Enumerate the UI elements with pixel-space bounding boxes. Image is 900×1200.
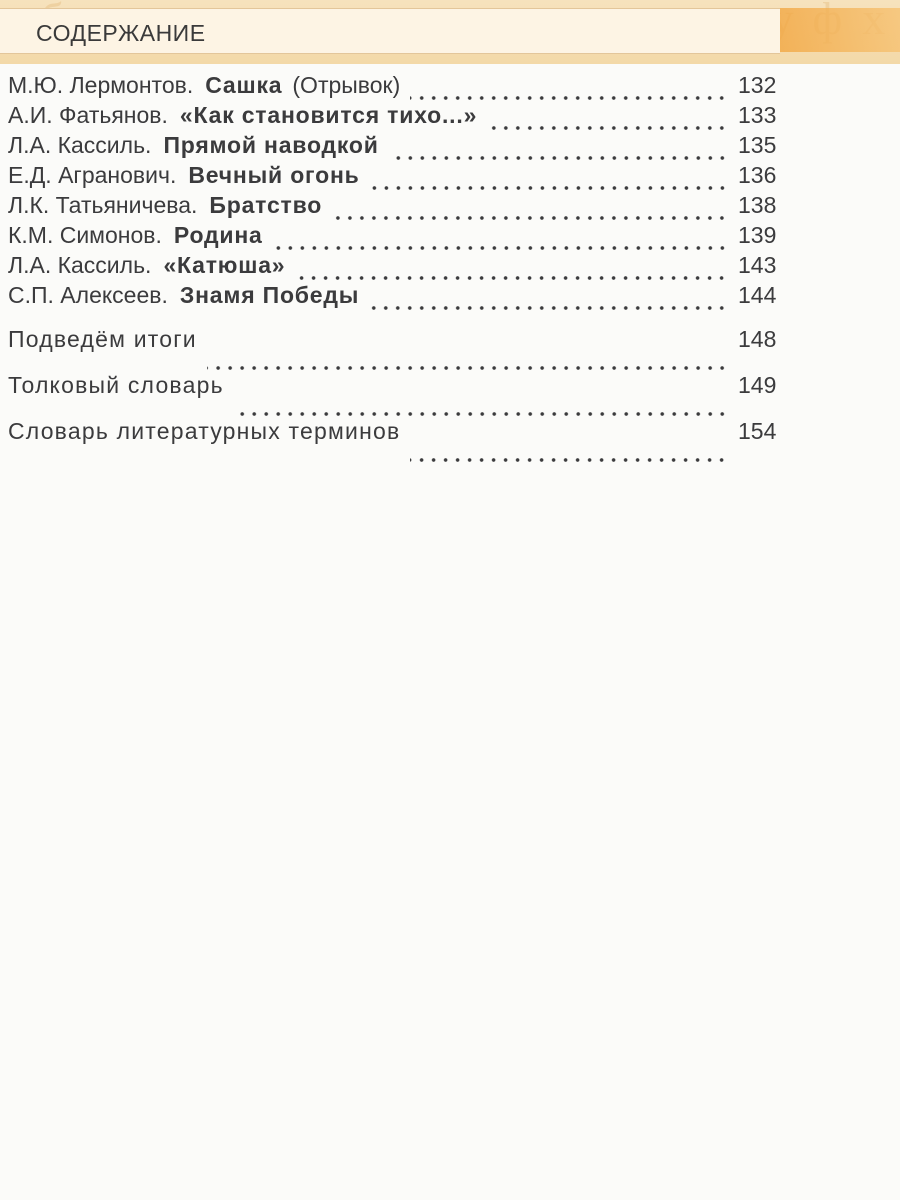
dot-leader bbox=[487, 124, 728, 132]
toc-section[interactable] bbox=[8, 372, 798, 418]
toc-entry[interactable] bbox=[8, 282, 798, 312]
section-title: Толковый словарь bbox=[8, 372, 224, 398]
entry-page: 144 bbox=[738, 282, 777, 308]
entry-title: Братство bbox=[209, 192, 323, 218]
entry-author: Л.К. Татьяничева. bbox=[8, 192, 198, 218]
entry-author: Л.А. Кассиль. bbox=[8, 132, 152, 158]
toc-entry[interactable] bbox=[8, 192, 798, 222]
dot-leader bbox=[410, 456, 728, 464]
entry-title: «Как становится тихо...» bbox=[179, 102, 478, 128]
dot-leader bbox=[207, 364, 728, 372]
toc-entry[interactable] bbox=[8, 222, 798, 252]
toc-section[interactable] bbox=[8, 418, 798, 464]
header-band bbox=[0, 0, 900, 64]
spacer bbox=[8, 312, 798, 326]
dot-leader bbox=[295, 274, 728, 282]
entry-title: Вечный огонь bbox=[188, 162, 360, 188]
entry-author: А.И. Фатьянов. bbox=[8, 102, 168, 128]
dot-leader bbox=[273, 244, 728, 252]
entry-title: Знамя Победы bbox=[179, 282, 360, 308]
toc-entry[interactable] bbox=[8, 252, 798, 282]
entry-title: Родина bbox=[173, 222, 263, 248]
section-title: Словарь литературных терминов bbox=[8, 418, 401, 444]
entry-title: Сашка bbox=[205, 72, 283, 98]
entry-page: 133 bbox=[738, 102, 777, 128]
section-page: 149 bbox=[738, 372, 777, 398]
entry-page: 139 bbox=[738, 222, 777, 248]
entry-author: С.П. Алексеев. bbox=[8, 282, 168, 308]
section-page: 154 bbox=[738, 418, 777, 444]
toc-entry[interactable] bbox=[8, 162, 798, 192]
toc-entry[interactable] bbox=[8, 102, 798, 132]
section-page: 148 bbox=[738, 326, 777, 352]
dot-leader bbox=[370, 184, 728, 192]
toc-section[interactable] bbox=[8, 326, 798, 372]
dot-leader bbox=[389, 154, 728, 162]
entry-author: Е.Д. Агранович. bbox=[8, 162, 177, 188]
entry-author: Л.А. Кассиль. bbox=[8, 252, 152, 278]
page-title: СОДЕРЖАНИЕ bbox=[36, 20, 206, 46]
entry-title: «Катюша» bbox=[163, 252, 286, 278]
header-accent bbox=[780, 8, 900, 52]
dot-leader bbox=[410, 94, 728, 102]
entry-page: 132 bbox=[738, 72, 777, 98]
toc-entry[interactable] bbox=[8, 132, 798, 162]
dot-leader bbox=[332, 214, 728, 222]
entry-page: 143 bbox=[738, 252, 777, 278]
entry-page: 136 bbox=[738, 162, 777, 188]
entry-page: 135 bbox=[738, 132, 777, 158]
table-of-contents bbox=[8, 72, 798, 464]
dot-leader bbox=[369, 304, 728, 312]
entry-subtitle: (Отрывок) bbox=[292, 72, 401, 98]
entry-author: К.М. Симонов. bbox=[8, 222, 162, 248]
toc-entry[interactable] bbox=[8, 72, 798, 102]
entry-page: 138 bbox=[738, 192, 777, 218]
entry-title: Прямой наводкой bbox=[163, 132, 379, 158]
section-title: Подведём итоги bbox=[8, 326, 197, 352]
dot-leader bbox=[234, 410, 728, 418]
entry-author: М.Ю. Лермонтов. bbox=[8, 72, 194, 98]
